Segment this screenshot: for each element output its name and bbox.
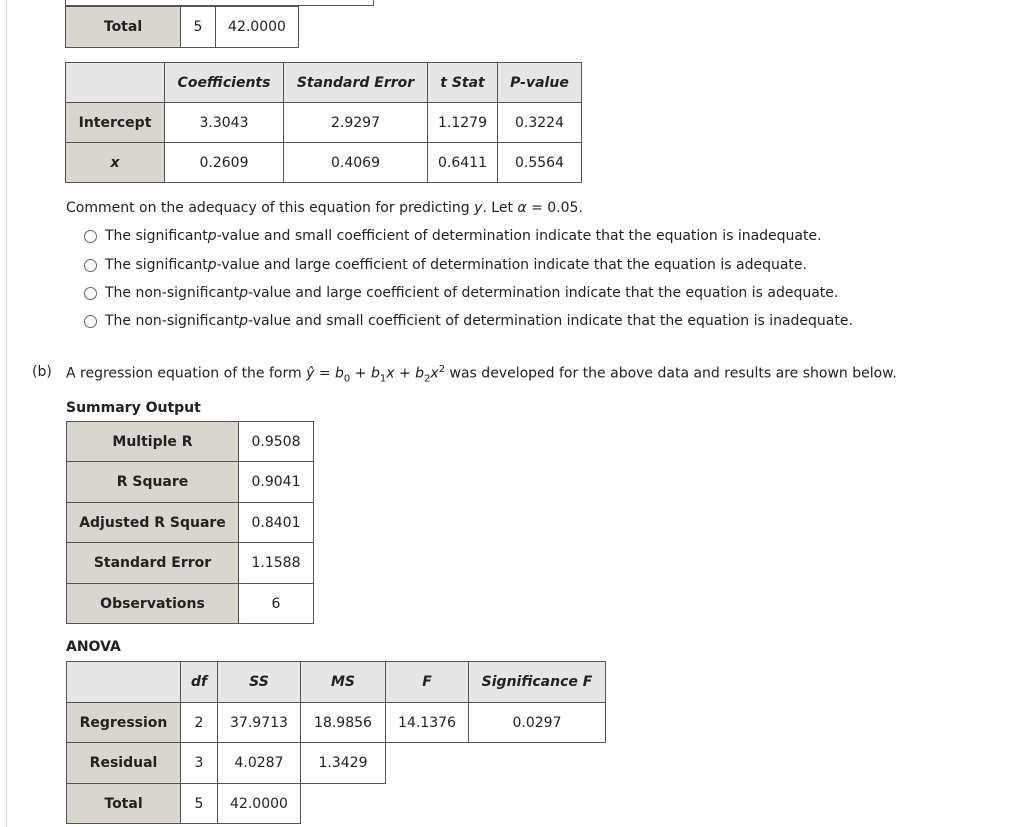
option-text: p bbox=[207, 228, 217, 244]
p-cell: 0.5564 bbox=[498, 143, 582, 183]
answer-option-1[interactable] bbox=[84, 228, 822, 244]
table-row bbox=[67, 543, 314, 584]
header-t-stat: t Stat bbox=[428, 63, 498, 103]
summary-title: Summary Output bbox=[66, 400, 201, 416]
option-text: p bbox=[207, 257, 217, 273]
option-text: The non-significant bbox=[105, 285, 240, 301]
value-cell: 0.9508 bbox=[239, 422, 314, 462]
p-cell: 0.3224 bbox=[498, 103, 582, 143]
ms-cell: 18.9856 bbox=[301, 703, 386, 743]
prompt-text: Comment on the adequacy of this equation for predicting bbox=[66, 200, 475, 216]
row-label: Residual bbox=[67, 743, 181, 784]
empty-cell bbox=[301, 784, 386, 824]
row-label: Regression bbox=[67, 703, 181, 743]
subscript-0: 0 bbox=[343, 373, 351, 385]
row-label: Multiple R bbox=[67, 422, 239, 462]
equation-b0: b bbox=[335, 365, 344, 382]
df-cell: 2 bbox=[181, 703, 218, 743]
table-header-row bbox=[67, 662, 606, 703]
sig-cell: 0.0297 bbox=[469, 703, 606, 743]
value-cell: 0.9041 bbox=[239, 462, 314, 503]
equation-plus: + bbox=[350, 365, 371, 382]
answer-option-2[interactable] bbox=[84, 257, 807, 273]
equation-yhat: ŷ bbox=[306, 365, 315, 382]
equation-x: x bbox=[386, 365, 395, 382]
table-row bbox=[67, 584, 314, 624]
header-ms: MS bbox=[301, 662, 386, 703]
row-label: Total bbox=[66, 7, 181, 48]
table-row bbox=[67, 503, 314, 543]
empty-cell bbox=[469, 784, 606, 824]
row-label: Observations bbox=[67, 584, 239, 624]
coefficients-table bbox=[65, 62, 582, 183]
row-label: R Square bbox=[67, 462, 239, 503]
header-significance-f: Significance F bbox=[469, 662, 606, 703]
row-label: Standard Error bbox=[67, 543, 239, 584]
empty-cell bbox=[386, 784, 469, 824]
radio-button[interactable] bbox=[84, 230, 97, 243]
ms-cell: 1.3429 bbox=[301, 743, 386, 784]
option-text: -value and small coefficient of determination indicate that the equation is inadequate. bbox=[216, 228, 822, 244]
df-cell: 5 bbox=[181, 784, 218, 824]
empty-cell bbox=[469, 743, 606, 784]
summary-table bbox=[66, 421, 314, 624]
part-b-text-post: was developed for the above data and results are shown below. bbox=[445, 365, 897, 382]
equation-equals: = bbox=[314, 365, 336, 382]
table-header-row bbox=[66, 63, 582, 103]
equation-b2: b bbox=[415, 365, 425, 382]
equation-plus: + bbox=[394, 365, 416, 382]
subscript-1: 1 bbox=[379, 373, 387, 385]
ss-cell: 42.0000 bbox=[218, 784, 301, 824]
row-label: x bbox=[66, 143, 165, 183]
df-cell: 3 bbox=[181, 743, 218, 784]
option-text: -value and small coefficient of determination indicate that the equation is inadequate. bbox=[248, 313, 853, 329]
t-cell: 1.1279 bbox=[428, 103, 498, 143]
se-cell: 2.9297 bbox=[284, 103, 428, 143]
option-text: -value and large coefficient of determination indicate that the equation is adequate. bbox=[216, 257, 807, 273]
empty-cell bbox=[386, 743, 469, 784]
table-row bbox=[66, 143, 582, 183]
prompt-variable: y bbox=[474, 200, 483, 216]
row-label: Adjusted R Square bbox=[67, 503, 239, 543]
subscript-2: 2 bbox=[424, 373, 431, 385]
prompt-text: = 0.05. bbox=[526, 200, 583, 216]
radio-button[interactable] bbox=[84, 315, 97, 328]
part-b-text bbox=[66, 364, 897, 384]
equation-b1: b bbox=[370, 365, 380, 382]
option-text: The significant bbox=[105, 228, 208, 244]
coef-cell: 3.3043 bbox=[165, 103, 284, 143]
radio-button[interactable] bbox=[84, 287, 97, 300]
question-prompt bbox=[66, 200, 583, 216]
table-row bbox=[67, 784, 606, 824]
header-blank bbox=[66, 63, 165, 103]
option-text: p bbox=[239, 313, 249, 329]
anova-table bbox=[66, 661, 606, 824]
row-label: Intercept bbox=[66, 103, 165, 143]
row-label: Total bbox=[67, 784, 181, 824]
ss-cell: 4.0287 bbox=[218, 743, 301, 784]
option-text: -value and large coefficient of determination indicate that the equation is adequate. bbox=[248, 285, 839, 301]
header-standard-error: Standard Error bbox=[284, 63, 428, 103]
top-total-table bbox=[65, 6, 299, 48]
header-ss: SS bbox=[218, 662, 301, 703]
superscript-2: 2 bbox=[438, 364, 446, 375]
f-cell: 14.1376 bbox=[386, 703, 469, 743]
header-blank bbox=[67, 662, 181, 703]
prompt-text: . Let bbox=[482, 200, 518, 216]
option-text: The non-significant bbox=[105, 313, 240, 329]
left-border bbox=[6, 0, 7, 827]
table-row bbox=[67, 462, 314, 503]
df-cell: 5 bbox=[181, 7, 216, 48]
t-cell: 0.6411 bbox=[428, 143, 498, 183]
anova-title: ANOVA bbox=[66, 639, 121, 655]
equation-x2: x bbox=[430, 365, 439, 382]
part-b-label: (b) bbox=[32, 364, 52, 380]
value-cell: 0.8401 bbox=[239, 503, 314, 543]
table-row bbox=[66, 7, 299, 48]
answer-option-4[interactable] bbox=[84, 313, 853, 329]
part-b-text-pre: A regression equation of the form bbox=[66, 365, 307, 382]
header-p-value: P-value bbox=[498, 63, 582, 103]
coef-cell: 0.2609 bbox=[165, 143, 284, 183]
table-row bbox=[67, 743, 606, 784]
ss-cell: 37.9713 bbox=[218, 703, 301, 743]
table-row bbox=[67, 422, 314, 462]
se-cell: 0.4069 bbox=[284, 143, 428, 183]
prompt-alpha: α bbox=[517, 200, 527, 216]
value-cell: 6 bbox=[239, 584, 314, 624]
ss-cell: 42.0000 bbox=[216, 7, 299, 48]
table-row bbox=[66, 103, 582, 143]
header-f: F bbox=[386, 662, 469, 703]
answer-option-3[interactable] bbox=[84, 285, 838, 301]
header-df: df bbox=[181, 662, 218, 703]
table-row bbox=[67, 703, 606, 743]
value-cell: 1.1588 bbox=[239, 543, 314, 584]
radio-button[interactable] bbox=[84, 259, 97, 272]
option-text: The significant bbox=[105, 257, 208, 273]
option-text: p bbox=[239, 285, 249, 301]
header-coefficients: Coefficients bbox=[165, 63, 284, 103]
